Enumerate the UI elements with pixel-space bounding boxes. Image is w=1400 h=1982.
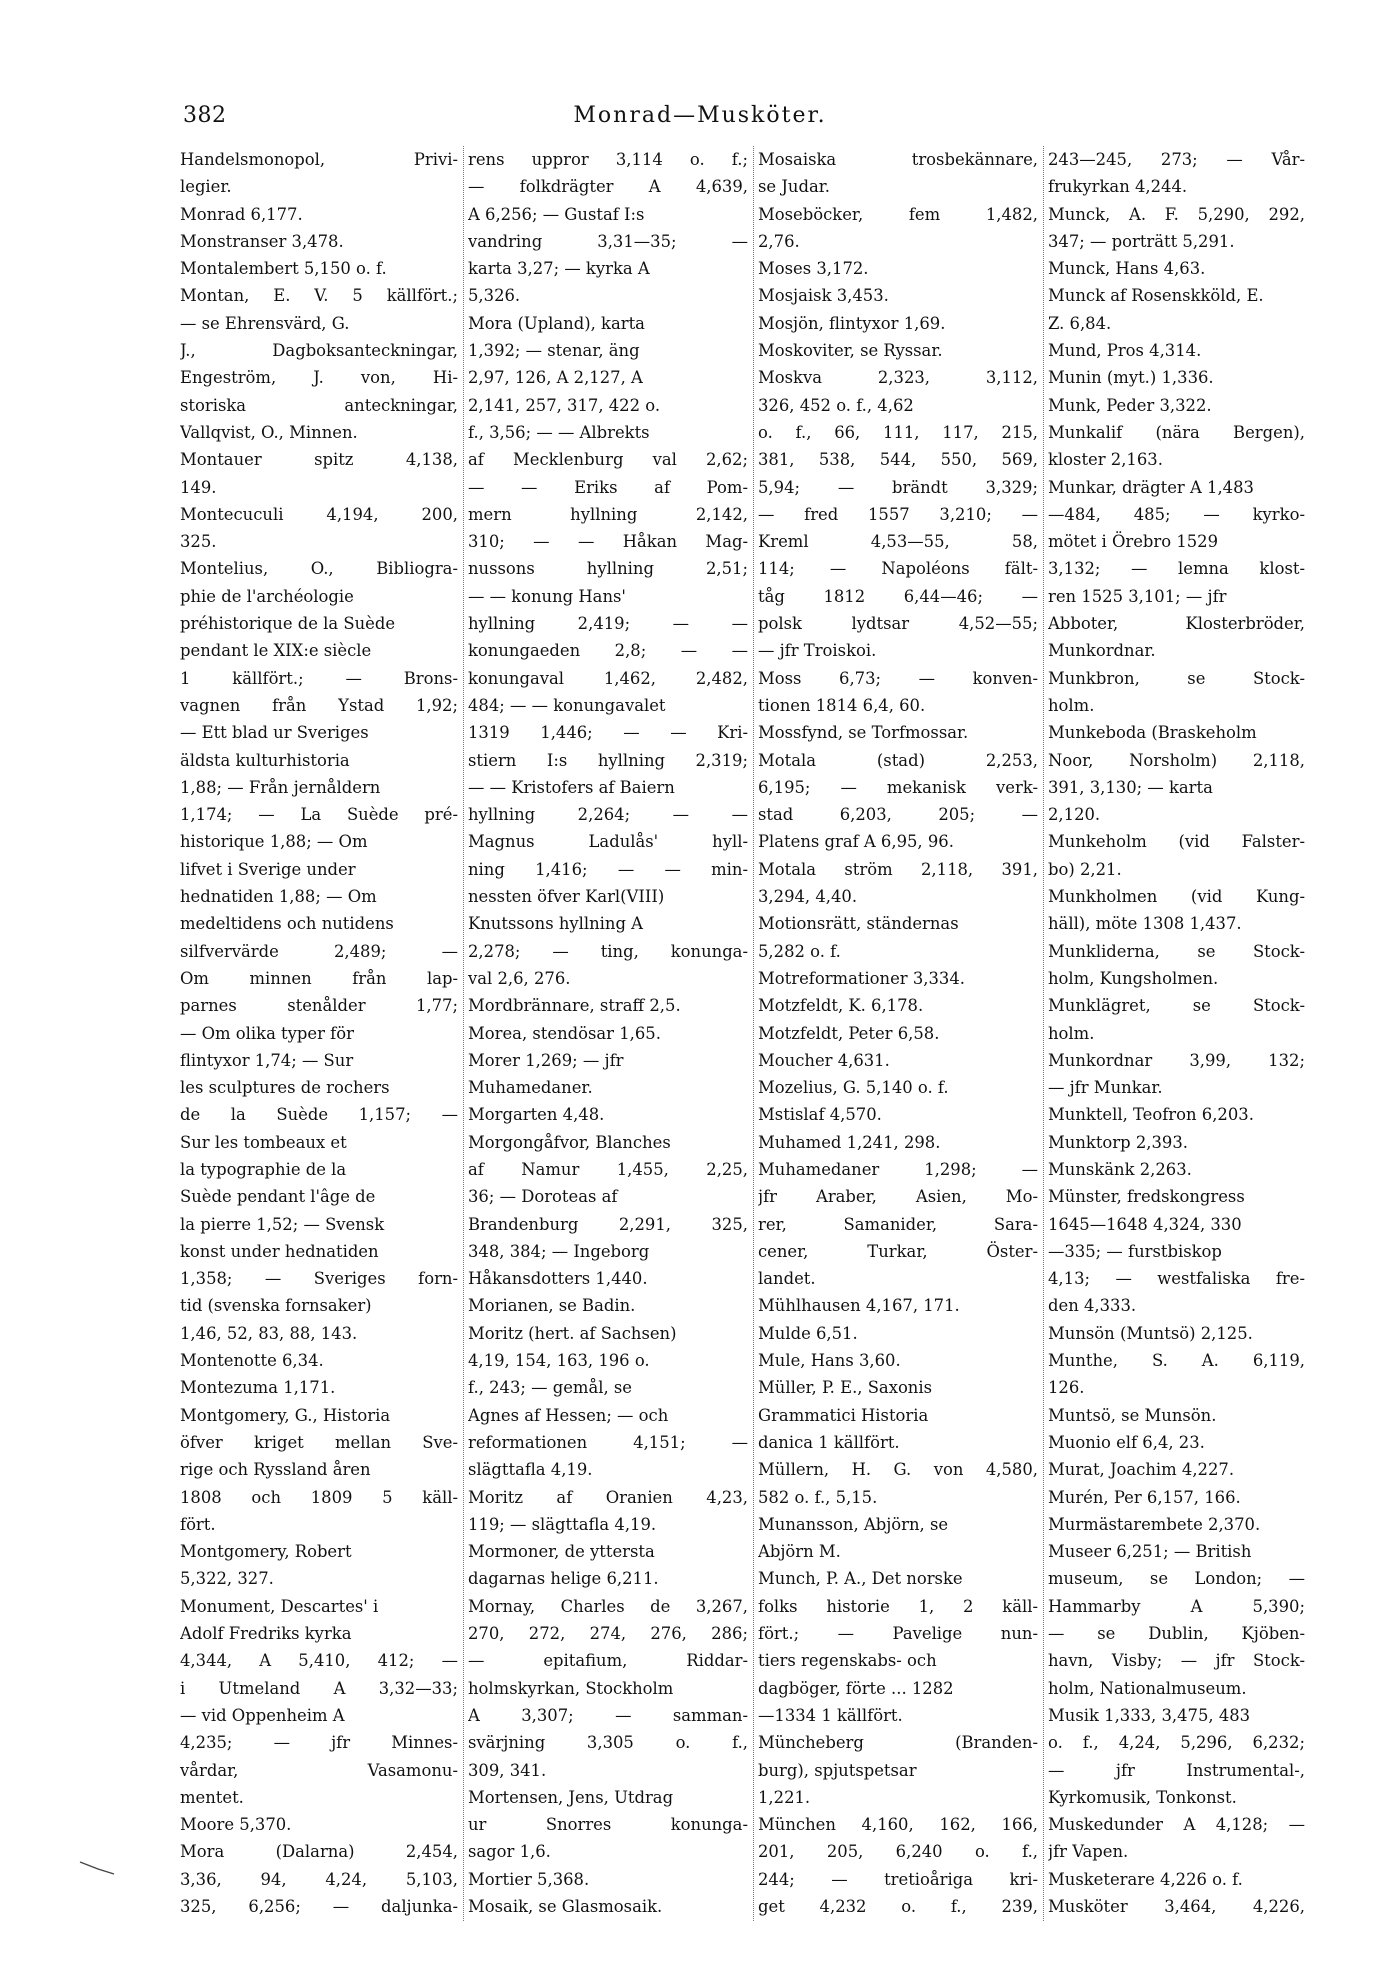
index-line: Mortier 5,368. xyxy=(468,1869,590,1889)
index-line: ren 1525 3,101; — jfr xyxy=(1048,586,1227,606)
index-line: i Utmeland A 3,32—33; xyxy=(180,1678,458,1698)
index-line: 3,294, 4,40. xyxy=(758,887,858,907)
index-line: Morgarten 4,48. xyxy=(468,1105,605,1125)
index-line: Moses 3,172. xyxy=(758,259,869,279)
index-line: Munkar, drägter A 1,483 xyxy=(1048,477,1254,497)
index-line: slägttafla 4,19. xyxy=(468,1460,593,1480)
index-line: Müller, P. E., Saxonis xyxy=(758,1378,933,1398)
index-line: Müllern, H. G. von 4,580, xyxy=(758,1460,1038,1480)
index-line: sagor 1,6. xyxy=(468,1842,551,1862)
index-line: Munkliderna, se Stock- xyxy=(1048,941,1305,961)
index-line: cener, Turkar, Öster- xyxy=(758,1241,1038,1261)
index-line: Engeström, J. von, Hi- xyxy=(180,368,458,388)
index-line: Moseböcker, fem 1,482, xyxy=(758,204,1038,224)
index-line: Noor, Norsholm) 2,118, xyxy=(1048,750,1305,770)
index-line: München 4,160, 162, 166, xyxy=(758,1815,1038,1835)
index-line: Monument, Descartes' i xyxy=(180,1596,379,1616)
index-line: Munk, Peder 3,322. xyxy=(1048,395,1212,415)
index-line: Montauer spitz 4,138, xyxy=(180,450,458,470)
index-line: Montelius, O., Bibliogra- xyxy=(180,559,458,579)
index-line: Om minnen från lap- xyxy=(180,968,458,988)
index-line: Munskänk 2,263. xyxy=(1048,1159,1192,1179)
index-line: Mortensen, Jens, Utdrag xyxy=(468,1787,674,1807)
index-line: f., 3,56; — — Albrekts xyxy=(468,422,650,442)
index-line: Münster, fredskongress xyxy=(1048,1187,1245,1207)
index-line: Moss 6,73; — konven- xyxy=(758,668,1038,688)
index-line: fört. xyxy=(180,1514,216,1534)
index-line: Kyrkomusik, Tonkonst. xyxy=(1048,1787,1237,1807)
index-line: la typographie de la xyxy=(180,1159,347,1179)
index-line: — se Dublin, Kjöben- xyxy=(1048,1624,1305,1644)
index-line: tid (svenska fornsaker) xyxy=(180,1296,372,1316)
index-line: hyllning 2,264; — — xyxy=(468,805,748,825)
index-line: Moore 5,370. xyxy=(180,1815,292,1835)
index-line: 1 källfört.; — Brons- xyxy=(180,668,458,688)
index-line: Motzfeldt, Peter 6,58. xyxy=(758,1023,940,1043)
index-line: Montecuculi 4,194, 200, xyxy=(180,504,458,524)
index-line: Munkbron, se Stock- xyxy=(1048,668,1305,688)
index-line: Motionsrätt, ständernas xyxy=(758,914,959,934)
index-line: Håkansdotters 1,440. xyxy=(468,1269,648,1289)
index-line: häll), möte 1308 1,437. xyxy=(1048,914,1242,934)
index-line: Abboter, Klosterbröder, xyxy=(1048,614,1305,634)
index-line: 270, 272, 274, 276, 286; xyxy=(468,1624,748,1644)
index-line: Munthe, S. A. 6,119, xyxy=(1048,1351,1305,1371)
index-line: — fred 1557 3,210; — xyxy=(758,504,1038,524)
index-line: 309, 341. xyxy=(468,1760,547,1780)
index-line: Munin (myt.) 1,336. xyxy=(1048,368,1214,388)
index-line: 310; — — Håkan Mag- xyxy=(468,532,748,552)
index-line: burg), spjutspetsar xyxy=(758,1760,917,1780)
index-line: hyllning 2,419; — — xyxy=(468,614,748,634)
index-line: J., Dagboksanteckningar, xyxy=(180,341,458,361)
index-line: Monstranser 3,478. xyxy=(180,231,344,251)
index-line: Mossfynd, se Torfmossar. xyxy=(758,723,969,743)
index-line: Agnes af Hessen; — och xyxy=(468,1405,669,1425)
index-line: Handelsmonopol, Privi- xyxy=(180,150,458,169)
index-line: Montezuma 1,171. xyxy=(180,1378,336,1398)
index-line: landet. xyxy=(758,1269,816,1289)
index-line: — Om olika typer för xyxy=(180,1023,354,1043)
index-line: Morgongåfvor, Blanches xyxy=(468,1132,671,1152)
index-line: polsk lydtsar 4,52—55; xyxy=(758,614,1038,634)
index-line: — folkdrägter A 4,639, xyxy=(468,177,748,197)
index-line: Kreml 4,53—55, 58, xyxy=(758,532,1038,552)
index-line: karta 3,27; — kyrka A xyxy=(468,259,650,279)
running-head: Monrad—Musköter. xyxy=(573,103,827,128)
index-line: Munkeboda (Braskeholm xyxy=(1048,723,1257,743)
index-line: holmskyrkan, Stockholm xyxy=(468,1678,674,1698)
index-line: af Namur 1,455, 2,25, xyxy=(468,1159,748,1179)
index-line: Mule, Hans 3,60. xyxy=(758,1351,901,1371)
index-line: 119; — slägttafla 4,19. xyxy=(468,1514,657,1534)
index-line: o. f., 66, 111, 117, 215, xyxy=(758,422,1038,442)
index-line: vandring 3,31—35; — xyxy=(468,231,748,251)
index-line: 36; — Doroteas af xyxy=(468,1187,618,1207)
index-line: Adolf Fredriks kyrka xyxy=(180,1624,352,1644)
index-line: 582 o. f., 5,15. xyxy=(758,1487,878,1507)
index-line: 2,141, 257, 317, 422 o. xyxy=(468,395,661,415)
index-line: havn, Visby; — jfr Stock- xyxy=(1048,1651,1305,1671)
index-line: Motala ström 2,118, 391, xyxy=(758,859,1038,879)
index-line: stad 6,203, 205; — xyxy=(758,805,1038,825)
index-line: Munsön (Muntsö) 2,125. xyxy=(1048,1323,1253,1343)
index-line: Morer 1,269; — jfr xyxy=(468,1050,624,1070)
index-line: 6,195; — mekanisk verk- xyxy=(758,777,1038,797)
index-line: get 4,232 o. f., 239, xyxy=(758,1897,1038,1916)
index-line: holm. xyxy=(1048,695,1095,715)
index-line: pendant le XIX:e siècle xyxy=(180,641,372,661)
index-line: medeltidens och nutidens xyxy=(180,914,394,934)
index-column-1 xyxy=(180,146,458,1926)
index-line: se Judar. xyxy=(758,177,830,197)
index-line: tåg 1812 6,44—46; — xyxy=(758,586,1038,606)
index-line: Munklägret, se Stock- xyxy=(1048,996,1305,1016)
index-line: 244; — tretioåriga kri- xyxy=(758,1869,1038,1889)
index-line: 5,322, 327. xyxy=(180,1569,274,1589)
index-line: jfr Araber, Asien, Mo- xyxy=(758,1187,1038,1207)
index-line: Morianen, se Badin. xyxy=(468,1296,636,1316)
index-line: la pierre 1,52; — Svensk xyxy=(180,1214,385,1234)
index-line: mern hyllning 2,142, xyxy=(468,504,748,524)
index-line: — — Kristofers af Baiern xyxy=(468,777,675,797)
index-line: Munktell, Teofron 6,203. xyxy=(1048,1105,1254,1125)
index-line: stiern I:s hyllning 2,319; xyxy=(468,750,748,770)
index-line: tiers regenskabs- och xyxy=(758,1651,937,1671)
index-line: frukyrkan 4,244. xyxy=(1048,177,1188,197)
index-column-2 xyxy=(468,146,748,1926)
index-line: Musik 1,333, 3,475, 483 xyxy=(1048,1705,1251,1725)
index-line: Hammarby A 5,390; xyxy=(1048,1596,1305,1616)
index-line: holm, Nationalmuseum. xyxy=(1048,1678,1247,1698)
index-line: Muonio elf 6,4, 23. xyxy=(1048,1432,1205,1452)
index-line: —335; — furstbiskop xyxy=(1048,1241,1222,1261)
index-line: rens uppror 3,114 o. f.; xyxy=(468,150,748,169)
index-line: ur Snorres konunga- xyxy=(468,1815,748,1835)
index-line: museum, se London; — xyxy=(1048,1569,1305,1589)
index-line: Montalembert 5,150 o. f. xyxy=(180,259,387,279)
index-line: f., 243; — gemål, se xyxy=(468,1378,633,1398)
index-line: Moritz af Oranien 4,23, xyxy=(468,1487,748,1507)
index-line: Muntsö, se Munsön. xyxy=(1048,1405,1217,1425)
index-line: Munkeholm (vid Falster- xyxy=(1048,832,1305,852)
index-line: 149. xyxy=(180,477,217,497)
index-line: Muhamed 1,241, 298. xyxy=(758,1132,941,1152)
index-line: Muhamedaner 1,298; — xyxy=(758,1159,1038,1179)
index-line: 1,174; — La Suède pré- xyxy=(180,805,458,825)
index-line: — — Eriks af Pom- xyxy=(468,477,748,497)
index-line: holm, Kungsholmen. xyxy=(1048,968,1219,988)
index-line: Mosjön, flintyxor 1,69. xyxy=(758,313,946,333)
index-line: danica 1 källfört. xyxy=(758,1432,900,1452)
index-line: 5,326. xyxy=(468,286,521,306)
index-line: fört.; — Pavelige nun- xyxy=(758,1624,1038,1644)
index-line: Grammatici Historia xyxy=(758,1405,929,1425)
index-line: Munkholmen (vid Kung- xyxy=(1048,887,1305,907)
index-line: den 4,333. xyxy=(1048,1296,1137,1316)
index-line: 1808 och 1809 5 käll- xyxy=(180,1487,458,1507)
index-line: Munch, P. A., Det norske xyxy=(758,1569,963,1589)
index-line: 126. xyxy=(1048,1378,1085,1398)
index-line: préhistorique de la Suède xyxy=(180,614,396,634)
index-line: 4,19, 154, 163, 196 o. xyxy=(468,1351,650,1371)
index-line: — vid Oppenheim A xyxy=(180,1705,345,1725)
index-line: konungaval 1,462, 2,482, xyxy=(468,668,748,688)
index-line: Magnus Ladulås' hyll- xyxy=(468,832,748,852)
index-line: — jfr Munkar. xyxy=(1048,1078,1163,1098)
index-line: Müncheberg (Branden- xyxy=(758,1733,1038,1753)
index-line: 201, 205, 6,240 o. f., xyxy=(758,1842,1038,1862)
index-line: kloster 2,163. xyxy=(1048,450,1163,470)
index-line: 243—245, 273; — Vår- xyxy=(1048,150,1305,169)
index-line: 2,278; — ting, konunga- xyxy=(468,941,748,961)
index-line: de la Suède 1,157; — xyxy=(180,1105,458,1125)
index-line: Munkordnar. xyxy=(1048,641,1156,661)
index-line: dagarnas helige 6,211. xyxy=(468,1569,659,1589)
index-line: 2,76. xyxy=(758,231,800,251)
index-line: tionen 1814 6,4, 60. xyxy=(758,695,926,715)
index-line: Mosjaisk 3,453. xyxy=(758,286,889,306)
index-line: Muskedunder A 4,128; — xyxy=(1048,1815,1305,1835)
index-line: hednatiden 1,88; — Om xyxy=(180,887,377,907)
index-line: storiska anteckningar, xyxy=(180,395,458,415)
index-line: Munkordnar 3,99, 132; xyxy=(1048,1050,1305,1070)
index-line: Motala (stad) 2,253, xyxy=(758,750,1038,770)
index-line: nussons hyllning 2,51; xyxy=(468,559,748,579)
index-line: Murmästarembete 2,370. xyxy=(1048,1514,1261,1534)
index-line: 2,120. xyxy=(1048,805,1101,825)
index-line: ning 1,416; — — min- xyxy=(468,859,748,879)
index-line: Montan, E. V. 5 källfört.; xyxy=(180,286,458,306)
index-line: holm. xyxy=(1048,1023,1095,1043)
index-line: 325, 6,256; — daljunka- xyxy=(180,1897,458,1916)
index-line: 1,88; — Från jernåldern xyxy=(180,777,381,797)
index-line: Mozelius, G. 5,140 o. f. xyxy=(758,1078,949,1098)
index-line: Mora (Dalarna) 2,454, xyxy=(180,1842,458,1862)
index-line: dagböger, förte ... 1282 xyxy=(758,1678,954,1698)
index-line: 2,97, 126, A 2,127, A xyxy=(468,368,643,388)
index-line: val 2,6, 276. xyxy=(468,968,571,988)
index-line: Abjörn M. xyxy=(758,1542,841,1562)
index-line: 4,13; — westfaliska fre- xyxy=(1048,1269,1305,1289)
index-line: 484; — — konungavalet xyxy=(468,695,666,715)
index-line: Mosaik, se Glasmosaik. xyxy=(468,1897,663,1916)
index-line: Mora (Upland), karta xyxy=(468,313,645,333)
index-line: Moskva 2,323, 3,112, xyxy=(758,368,1038,388)
index-line: konst under hednatiden xyxy=(180,1241,379,1261)
index-line: — epitafium, Riddar- xyxy=(468,1651,748,1671)
index-line: Mordbrännare, straff 2,5. xyxy=(468,996,681,1016)
index-line: flintyxor 1,74; — Sur xyxy=(180,1050,354,1070)
index-line: bo) 2,21. xyxy=(1048,859,1122,879)
index-line: Knutssons hyllning A xyxy=(468,914,644,934)
index-line: Mstislaf 4,570. xyxy=(758,1105,882,1125)
index-line: Mund, Pros 4,314. xyxy=(1048,341,1202,361)
index-line: mentet. xyxy=(180,1787,244,1807)
index-line: Platens graf A 6,95, 96. xyxy=(758,832,954,852)
index-line: Museer 6,251; — British xyxy=(1048,1542,1252,1562)
index-line: äldsta kulturhistoria xyxy=(180,750,350,770)
index-line: A 3,307; — samman- xyxy=(468,1705,748,1725)
index-line: — Ett blad ur Sveriges xyxy=(180,723,369,743)
index-line: 3,132; — lemna klost- xyxy=(1048,559,1305,579)
index-line: Mulde 6,51. xyxy=(758,1323,858,1343)
index-line: 5,94; — brändt 3,329; xyxy=(758,477,1038,497)
index-line: Moskoviter, se Ryssar. xyxy=(758,341,943,361)
index-line: Suède pendant l'âge de xyxy=(180,1187,376,1207)
index-column-3 xyxy=(758,146,1038,1926)
index-line: Munktorp 2,393. xyxy=(1048,1132,1188,1152)
index-line: 347; — porträtt 5,291. xyxy=(1048,231,1235,251)
index-line: Motzfeldt, K. 6,178. xyxy=(758,996,924,1016)
index-line: Muhamedaner. xyxy=(468,1078,593,1098)
index-line: Montenotte 6,34. xyxy=(180,1351,324,1371)
index-line: — jfr Instrumental-, xyxy=(1048,1760,1305,1780)
index-line: Murén, Per 6,157, 166. xyxy=(1048,1487,1241,1507)
index-line: Munck, Hans 4,63. xyxy=(1048,259,1206,279)
index-line: Morea, stendösar 1,65. xyxy=(468,1023,661,1043)
index-line: Murat, Joachim 4,227. xyxy=(1048,1460,1235,1480)
index-line: Montgomery, Robert xyxy=(180,1542,352,1562)
index-line: 1319 1,446; — — Kri- xyxy=(468,723,748,743)
index-line: Brandenburg 2,291, 325, xyxy=(468,1214,748,1234)
index-line: 1,392; — stenar, äng xyxy=(468,341,640,361)
index-line: nessten öfver Karl(VIII) xyxy=(468,887,665,907)
index-line: Montgomery, G., Historia xyxy=(180,1405,391,1425)
index-line: rige och Ryssland åren xyxy=(180,1460,371,1480)
index-line: Mosaiska trosbekännare, xyxy=(758,150,1038,169)
index-line: 1,358; — Sveriges forn- xyxy=(180,1269,458,1289)
index-line: — jfr Troiskoi. xyxy=(758,641,877,661)
index-line: lifvet i Sverige under xyxy=(180,859,356,879)
index-line: 3,36, 94, 4,24, 5,103, xyxy=(180,1869,458,1889)
index-line: Monrad 6,177. xyxy=(180,204,303,224)
index-line: Munansson, Abjörn, se xyxy=(758,1514,949,1534)
index-column-4 xyxy=(1048,146,1305,1926)
index-line: Mormoner, de yttersta xyxy=(468,1542,655,1562)
index-columns xyxy=(180,146,1305,1926)
index-line: svärjning 3,305 o. f., xyxy=(468,1733,748,1753)
index-line: Mühlhausen 4,167, 171. xyxy=(758,1296,960,1316)
index-line: öfver kriget mellan Sve- xyxy=(180,1432,458,1452)
index-line: parnes stenålder 1,77; xyxy=(180,996,458,1016)
index-line: 325. xyxy=(180,532,217,552)
index-line: Sur les tombeaux et xyxy=(180,1132,347,1152)
index-line: 1,46, 52, 83, 88, 143. xyxy=(180,1323,358,1343)
index-line: 1,221. xyxy=(758,1787,811,1807)
index-line: 114; — Napoléons fält- xyxy=(758,559,1038,579)
index-line: Moritz (hert. af Sachsen) xyxy=(468,1323,677,1343)
index-line: 326, 452 o. f., 4,62 xyxy=(758,395,914,415)
index-line: 391, 3,130; — karta xyxy=(1048,777,1213,797)
index-line: 348, 384; — Ingeborg xyxy=(468,1241,650,1261)
index-line: konungaeden 2,8; — — xyxy=(468,641,748,661)
index-line: — se Ehrensvärd, G. xyxy=(180,313,350,333)
index-line: jfr Vapen. xyxy=(1048,1842,1129,1862)
index-line: 4,235; — jfr Minnes- xyxy=(180,1733,458,1753)
index-line: 5,282 o. f. xyxy=(758,941,841,961)
index-line: mötet i Örebro 1529 xyxy=(1048,532,1219,552)
index-line: Munkalif (nära Bergen), xyxy=(1048,422,1305,442)
index-line: 381, 538, 544, 550, 569, xyxy=(758,450,1038,470)
index-line: Munck af Rosenskköld, E. xyxy=(1048,286,1264,306)
index-line: o. f., 4,24, 5,296, 6,232; xyxy=(1048,1733,1305,1753)
index-line: vagnen från Ystad 1,92; xyxy=(180,695,458,715)
index-line: Motreformationer 3,334. xyxy=(758,968,965,988)
index-line: les sculptures de rochers xyxy=(180,1078,390,1098)
index-line: silfvervärde 2,489; — xyxy=(180,941,458,961)
index-line: legier. xyxy=(180,177,232,197)
index-line: folks historie 1, 2 käll- xyxy=(758,1596,1038,1616)
page-number: 382 xyxy=(183,103,227,128)
index-line: — — konung Hans' xyxy=(468,586,626,606)
index-line: Munck, A. F. 5,290, 292, xyxy=(1048,204,1305,224)
index-line: rer, Samanider, Sara- xyxy=(758,1214,1038,1234)
index-line: Musköter 3,464, 4,226, xyxy=(1048,1897,1305,1916)
index-line: vårdar, Vasamonu- xyxy=(180,1760,458,1780)
index-line: —484, 485; — kyrko- xyxy=(1048,504,1305,524)
index-line: Vallqvist, O., Minnen. xyxy=(180,422,358,442)
index-line: Z. 6,84. xyxy=(1048,313,1112,333)
index-line: —1334 1 källfört. xyxy=(758,1705,903,1725)
index-line: A 6,256; — Gustaf I:s xyxy=(468,204,645,224)
index-line: 4,344, A 5,410, 412; — xyxy=(180,1651,458,1671)
index-line: af Mecklenburg val 2,62; xyxy=(468,450,748,470)
index-line: Moucher 4,631. xyxy=(758,1050,890,1070)
index-line: phie de l'archéologie xyxy=(180,586,354,606)
scan-blemish-mark xyxy=(78,1860,118,1876)
index-line: Musketerare 4,226 o. f. xyxy=(1048,1869,1243,1889)
index-line: Mornay, Charles de 3,267, xyxy=(468,1596,748,1616)
index-line: historique 1,88; — Om xyxy=(180,832,368,852)
index-line: reformationen 4,151; — xyxy=(468,1432,748,1452)
index-line: 1645—1648 4,324, 330 xyxy=(1048,1214,1242,1234)
